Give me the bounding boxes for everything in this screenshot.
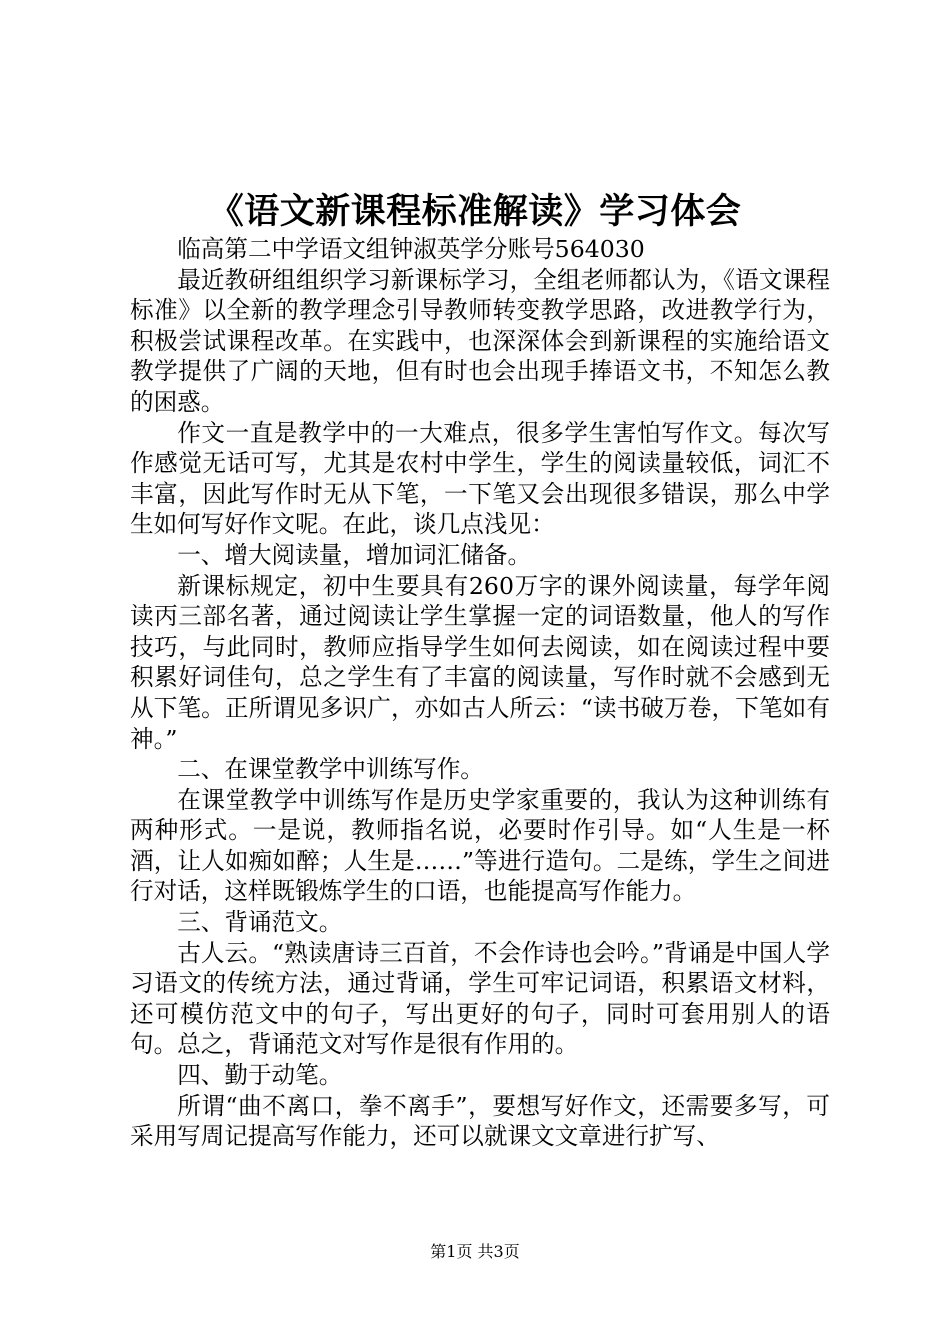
paragraph: 所谓“曲不离口，拳不离手”，要想写好作文，还需要多写，可采用写周记提高写作能力，还可以就课文文章进行扩写、 bbox=[130, 1091, 830, 1151]
section-heading: 三、背诵范文。 bbox=[177, 908, 343, 937]
paragraph: 新课标规定，初中生要具有260万字的课外阅读量，每学年阅读丙三部名著，通过阅读让学生掌握一定的词语数量，他人的写作技巧，与此同时，教师应指导学生如何去阅读，如在阅读过程中要积累好词佳句，总之学生有了丰富的阅读量，写作时就不会感到无从下笔。正所谓见多识广，亦如古人所云：“读书破万卷，下笔如有神。” bbox=[130, 571, 830, 753]
document-title: 《语文新课程标准解读》学习体会 bbox=[208, 191, 742, 232]
section-heading: 四、勤于动笔。 bbox=[177, 1061, 343, 1090]
paragraph: 古人云。“熟读唐诗三百首，不会作诗也会吟。”背诵是中国人学习语文的传统方法，通过背诵，学生可牢记词语，积累语文材料，还可模仿范文中的句子，写出更好的句子，同时可套用别人的语句。总之，背诵范文对写作是很有作用的。 bbox=[130, 938, 830, 1059]
paragraph: 在课堂教学中训练写作是历史学家重要的，我认为这种训练有两种形式。一是说，教师指名说，必要时作引导。如“人生是一杯酒，让人如痴如醉；人生是……”等进行造句。二是练，学生之间进行对话，这样既锻炼学生的口语，也能提高写作能力。 bbox=[130, 785, 830, 906]
paragraph: 最近教研组组织学习新课标学习，全组老师都认为，《语文课程标准》以全新的教学理念引导教师转变教学思路，改进教学行为，积极尝试课程改革。在实践中，也深深体会到新课程的实施给语文教学提供了广阔的天地，但有时也会出现手捧语文书，不知怎么教的困惑。 bbox=[130, 265, 830, 416]
section-heading: 二、在课堂教学中训练写作。 bbox=[177, 755, 484, 784]
author-line: 临高第二中学语文组钟淑英学分账号564030 bbox=[177, 235, 645, 263]
document-body bbox=[130, 234, 830, 1152]
paragraph: 作文一直是教学中的一大难点，很多学生害怕写作文。每次写作感觉无话可写，尤其是农村中学生，学生的阅读量较低，词汇不丰富，因此写作时无从下笔，一下笔又会出现很多错误，那么中学生如何写好作文呢。在此，谈几点浅见： bbox=[130, 418, 830, 539]
section-heading: 一、增大阅读量，增加词汇储备。 bbox=[177, 540, 532, 569]
page-number-footer: 第1页 共3页 bbox=[430, 1242, 520, 1261]
